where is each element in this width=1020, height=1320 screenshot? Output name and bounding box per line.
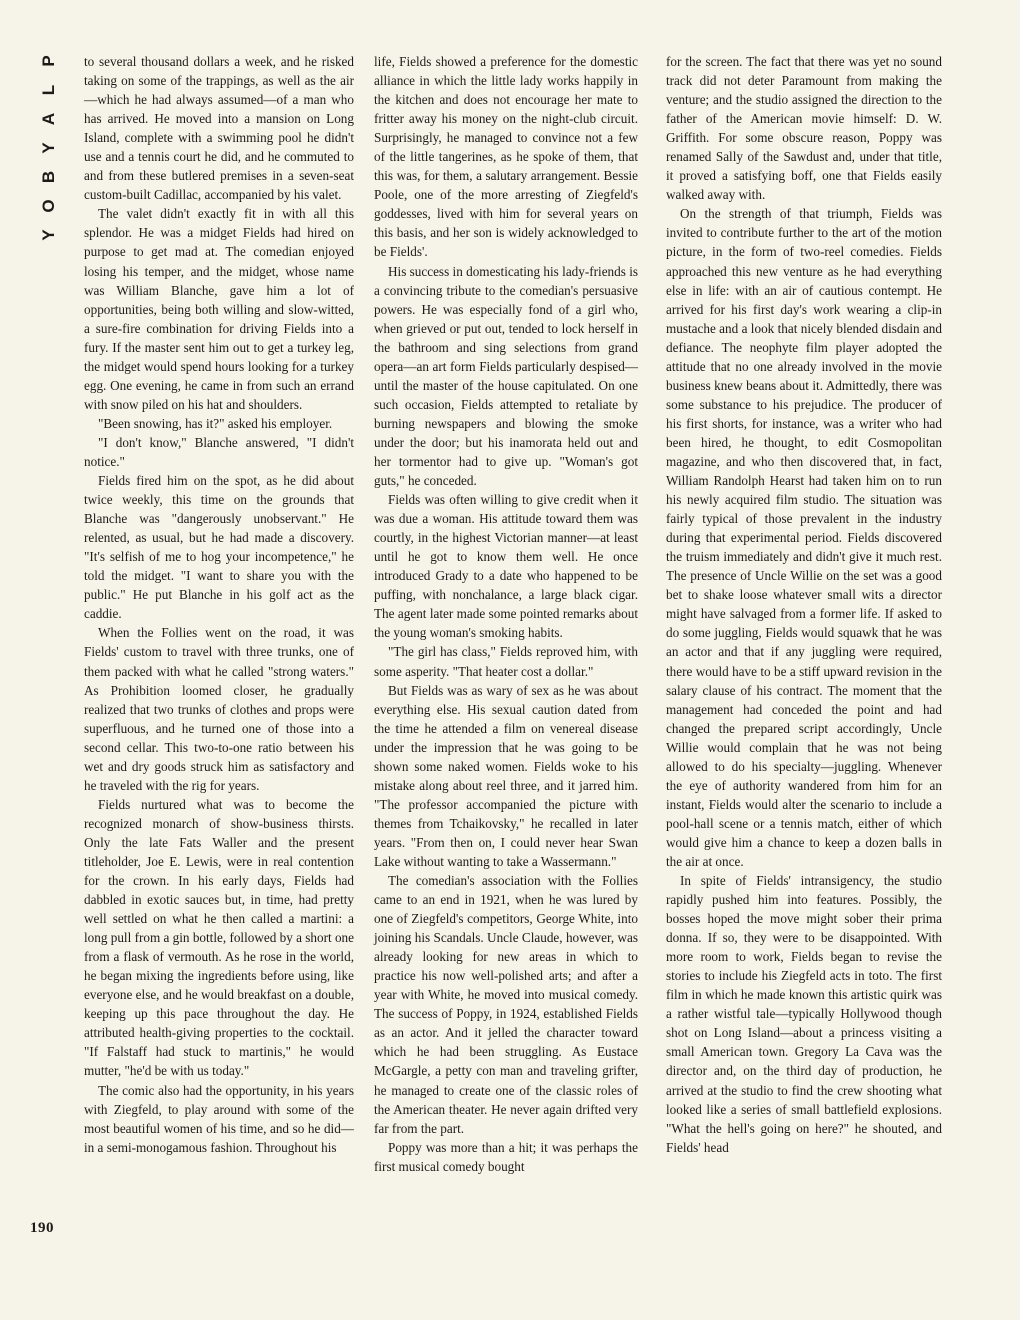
title-letter: Y <box>39 229 58 241</box>
paragraph: On the strength of that triumph, Fields was invited to contribute further to the art of the motion picture, in the form of two-reel comedies. Fields approached this new venture as he had everything else in life: with an air of cautious contempt. He arrived for his first day's work wearing a clip-in mustache and a look that nicely blended disdain and defiance. The neophyte film player adopted the attitude that no one already involved in the movie business knew beans about it. Admittedly, there was some substance to his prejudice. The producer of his first shorts, for instance, was a writer who had been hired, he thought, to edit Cosmopolitan magazine, and who then discovered that, in fact, William Randolph Hearst had taken him on to run his newly acquired film studio. The situation was fairly typical of those prevalent in the industry during that experimental period. Fields discovered the truism immediately and didn't give it much rest. The presence of Uncle Willie on the set was a good bet to shake loose whatever small wits a director might have salvaged from a former life. If asked to do some juggling, Fields would squawk that he was an actor and that if any juggling were required, there would have to be a stiff upward revision in the salary clause of his contract. The moment that the management had conceded the point and had changed the prepared script accordingly, Uncle Willie would complain that he was not being allowed to do his specialty—juggling. Whenever the eye of authority wandered from him for an instant, Fields would alter the scenario to include a pool-hall scene or a tennis match, either of which would give him a chance to keep a dozen balls in the air at once. <box>666 206 942 869</box>
paragraph: "Been snowing, has it?" asked his employer. <box>98 415 333 431</box>
title-letter: O <box>39 199 58 213</box>
text-column-2 <box>374 52 638 1176</box>
title-letter: B <box>39 170 58 184</box>
paragraph: Fields fired him on the spot, as he did about twice weekly, this time on the grounds that Blanche was "dangerously unobservant." He relented, as usual, but he had made a discovery. "It's selfish of me to hog your incompetence," he told the midget. "I want to share you with the public." He put Blanche in his golf act as the caddie. <box>84 473 354 622</box>
title-letter: A <box>39 112 58 126</box>
paragraph: The comedian's association with the Follies came to an end in 1921, when he was lured by one of Ziegfeld's competitors, George White, into joining his Scandals. Uncle Claude, however, was already looking for new areas in which to practice his now well-polished arts; and after a year with White, he moved into musical comedy. The success of Poppy, in 1924, established Fields as an actor. And it jelled the character toward which he had been struggling. As Eustace McGargle, a petty con man and traveling grifter, he managed to create one of the classic roles of the American theater. He never again drifted very far from the part. <box>374 873 638 1136</box>
paragraph: Fields was often willing to give credit when it was due a woman. His attitude toward them was courtly, in the highest Victorian manner—at least until he got to know them well. He once introduced Grady to a date who happened to be puffing, with nonchalance, a large black cigar. The agent later made some pointed remarks about the young woman's smoking habits. <box>374 492 638 641</box>
paragraph: for the screen. The fact that there was yet no sound track did not deter Paramount from making the venture; and the studio assigned the direction to the father of the American movie himself: D. W. Griffith. For some obscure reason, Poppy was renamed Sally of the Sawdust and, under that title, it proved a satisfying boff, one that Fields easily walked away with. <box>666 54 942 203</box>
paragraph: life, Fields showed a preference for the domestic alliance in which the little lady works happily in the kitchen and does not encourage her mate to fritter away his money on the night-club circuit. Surprisingly, he managed to convince not a few of the little tangerines, as he spoke of them, that this was, for them, a salutary arrangement. Bessie Poole, one of the more arresting of Ziegfeld's goddesses, lived with him for several years on this basis, and her son is widely acknowledged to be Fields'. <box>374 54 638 260</box>
paragraph: His success in domesticating his lady-friends is a convincing tribute to the comedian's persuasive powers. He was especially fond of a girl who, when grieved or put out, tended to lock herself in the bathroom and sing selections from grand opera—an art form Fields particularly despised—until the master of the house capitulated. On one such occasion, Fields attempted to retaliate by burning newspapers and blowing the smoke under the door; but his inamorata held out and her tormentor had to give up. "Woman's got guts," he conceded. <box>374 263 638 489</box>
page-number: 190 <box>30 1220 54 1236</box>
magazine-title-vertical <box>36 52 62 255</box>
paragraph: When the Follies went on the road, it was Fields' custom to travel with three trunks, one of them packed with what he called "strong waters." As Prohibition loomed closer, he gradually realized that two trunks of clothes and props were superfluous, and he turned one of those into a second cellar. This two-to-one ratio between his wet and dry goods struck him as satisfactory and he traveled with the rig for years. <box>84 625 354 793</box>
paragraph: The comic also had the opportunity, in his years with Ziegfeld, to play around with some of the most beautiful women of his time, and so he did—in a semi-monogamous fashion. Throughout his <box>84 1082 354 1155</box>
paragraph: to several thousand dollars a week, and he risked taking on some of the trappings, as well as the air—which he had always assumed—of a man who has arrived. He moved into a mansion on Long Island, complete with a swimming pool he didn't use and a tennis court he did, and he commuted to and from these butlered premises in a seven-seat custom-built Cadillac, accompanied by his valet. <box>84 54 354 203</box>
paragraph: The valet didn't exactly fit in with all this splendor. He was a midget Fields had hired on purpose to get mad at. The comedian enjoyed losing his temper, and the midget, whose name was William Blanche, gave him a lot of opportunities, being both willing and slow-witted, a sure-fire combination for driving Fields into a fury. If the master sent him out to get a turkey leg, the midget would spend hours looking for a turkey egg. One evening, he came in from such an errand with snow piled on his hat and shoulders. <box>84 206 354 412</box>
text-column-1 <box>84 52 354 1157</box>
text-column-3 <box>666 52 942 1157</box>
paragraph: "The girl has class," Fields reproved him, with some asperity. "That heater cost a dollar." <box>374 644 638 679</box>
paragraph: "I don't know," Blanche answered, "I didn't notice." <box>84 434 354 469</box>
paragraph: In spite of Fields' intransigency, the studio rapidly pushed him into features. Possibly, the bosses hoped the move might sober their prima donna. If so, they were to be disappointed. With more room to work, Fields began to revise the stories to include his Ziegfeld acts in toto. The first film in which he made known this artistic quirk was a rather wistful tale—typically Hollywood though shot on Long Island—about a princess visiting a small American town. Gregory La Cava was the director and, on the third day of production, he arrived at the studio to find the crew shooting what looked like a series of small battlefield explosions. "What the hell's going on here?" he shouted, and Fields' head <box>666 873 942 1155</box>
title-letter: Y <box>39 142 58 154</box>
title-letter: P <box>39 55 58 67</box>
paragraph: Poppy was more than a hit; it was perhaps the first musical comedy bought <box>374 1139 638 1174</box>
paragraph: But Fields was as wary of sex as he was about everything else. His sexual caution dated from the time he attended a film on venereal disease under the impression that he was going to be shown some naked women. Fields woke to his mistake along about reel three, and it jarred him. "The professor accompanied the picture with themes from Tchaikovsky," he recalled in later years. "From then on, I could never hear Swan Lake without wanting to take a Wassermann." <box>374 682 638 869</box>
title-letter: L <box>39 84 58 96</box>
paragraph: Fields nurtured what was to become the recognized monarch of show-business thirsts. Only the late Fats Waller and the present titleholder, Joe E. Lewis, were in real contention for the crown. In his early days, Fields had dabbled in exotic sauces but, in time, had pretty well settled on what he then called a martini: a long pull from a gin bottle, followed by a short one from a flask of vermouth. As he rose in the world, he began mixing the ingredients before using, like everyone else, and he would breakfast on a double, keeping up this pace throughout the day. He attributed health-giving properties to the cocktail. "If Falstaff had stuck to martinis," he would mutter, "he'd be with us today." <box>84 796 354 1079</box>
